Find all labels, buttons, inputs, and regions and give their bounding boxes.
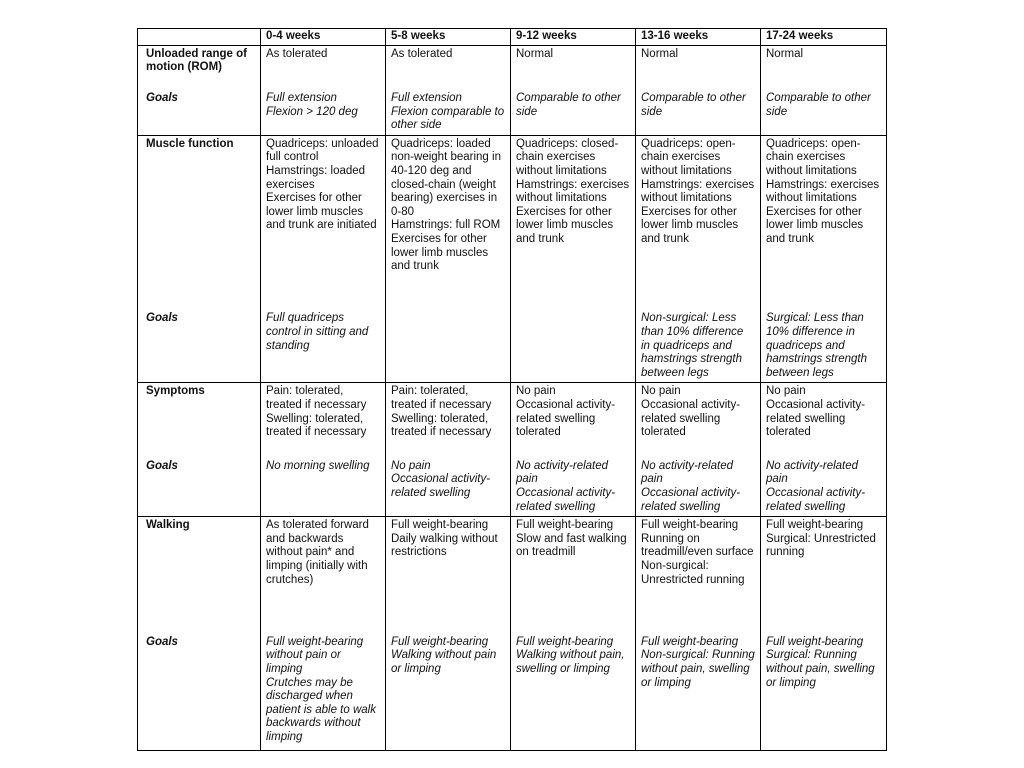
goals-muscle-function-col2	[511, 310, 636, 382]
goals-walking-col3	[636, 634, 761, 751]
cell-text: Walking without pain, swelling or limping	[516, 649, 625, 675]
cell-text: Walking	[146, 519, 190, 532]
cell-text: Full weight-bearing	[516, 635, 614, 648]
cell-text: Occasional activity-related swelling	[641, 487, 741, 513]
cell-text: No pain	[766, 385, 806, 398]
goals-walking-col4	[761, 634, 887, 751]
cell-text: Non-surgical: Unrestricted running	[641, 560, 745, 586]
cell-text: Exercises for other lower limb muscles and trunk	[516, 205, 614, 246]
cell-text: No activity-related pain	[516, 459, 609, 486]
goals-muscle-function-col1	[386, 310, 511, 382]
cell-rom-col2	[511, 45, 636, 90]
row-label-symptoms	[138, 383, 261, 458]
cell-rom-col3	[636, 45, 761, 90]
row-rom-goals	[138, 90, 887, 135]
goals-rom-col0	[261, 90, 386, 135]
goals-symptoms-col0	[261, 458, 386, 517]
cell-walking-col4	[761, 517, 887, 634]
goals-rom-col2	[511, 90, 636, 135]
cell-text: Non-surgical: Less than 10% difference in quadriceps and hamstrings strength between legs	[641, 312, 744, 379]
cell-text: Surgical: Less than 10% difference in quadriceps and hamstrings strength between legs	[766, 312, 867, 379]
cell-text: Crutches may be discharged when patient is able to walk backwards without limping	[266, 676, 376, 743]
cell-text: No morning swelling	[266, 459, 370, 472]
cell-text: Exercises for other lower limb muscles and trunk	[641, 205, 739, 246]
cell-text: Normal	[641, 47, 679, 60]
cell-symptoms-col3	[636, 383, 761, 458]
cell-muscle-function-col2	[511, 135, 636, 310]
cell-text: Occasional activity-related swelling	[516, 487, 616, 513]
cell-text: Hamstrings: exercises without limitations	[516, 178, 630, 205]
goals-label-muscle-function	[138, 310, 261, 382]
cell-text: No pain	[641, 385, 681, 398]
header-col-17-24-weeks: 17-24 weeks	[761, 29, 887, 46]
goals-label-symptoms	[138, 458, 261, 517]
cell-text: Occasional activity-related swelling tolerated	[766, 398, 866, 439]
cell-text: Goals	[146, 635, 178, 648]
header-corner-cell	[138, 29, 261, 46]
cell-text: As tolerated	[391, 47, 453, 60]
cell-text: Exercises for other lower limb muscles and trunk	[766, 205, 864, 246]
cell-text: Pain: tolerated, treated if necessary	[266, 385, 367, 411]
cell-text: Running on treadmill/even surface	[641, 532, 754, 559]
cell-walking-col3	[636, 517, 761, 634]
cell-text: Occasional activity-related swelling	[766, 487, 866, 513]
cell-text: Flexion > 120 deg	[266, 105, 358, 118]
cell-text: Goals	[146, 312, 178, 325]
goals-symptoms-col4	[761, 458, 887, 517]
row-walking-main	[138, 517, 887, 634]
goals-walking-col0	[261, 634, 386, 751]
cell-text: Swelling: tolerated, treated if necessary	[391, 412, 492, 439]
header-col-9-12-weeks: 9-12 weeks	[511, 29, 636, 46]
table-body	[138, 45, 887, 751]
cell-text: Full quadriceps control in sitting and standing	[266, 312, 369, 352]
row-label-muscle-function	[138, 135, 261, 310]
cell-text: Walking without pain or limping	[391, 649, 497, 675]
cell-rom-col1	[386, 45, 511, 90]
cell-text: Exercises for other lower limb muscles and trunk	[391, 233, 489, 273]
cell-rom-col0	[261, 45, 386, 90]
cell-text: Quadriceps: open-chain exercises without limitations	[766, 137, 861, 178]
cell-rom-col4	[761, 45, 887, 90]
cell-text: As tolerated forward and backwards without pain* and limping (initially with crutches)	[266, 519, 369, 586]
cell-text: Hamstrings: full ROM	[391, 219, 501, 232]
row-muscle-function-goals	[138, 310, 887, 382]
cell-text: Surgical: Running without pain, swelling or limping	[766, 649, 875, 689]
goals-label-rom	[138, 90, 261, 135]
goals-muscle-function-col4	[761, 310, 887, 382]
cell-muscle-function-col0	[261, 135, 386, 310]
cell-text: Full weight-bearing	[641, 519, 739, 532]
cell-text: Full weight-bearing	[516, 519, 614, 532]
cell-symptoms-col2	[511, 383, 636, 458]
cell-text: Occasional activity-related swelling tolerated	[641, 398, 741, 439]
cell-text: Goals	[146, 459, 178, 472]
cell-symptoms-col0	[261, 383, 386, 458]
cell-muscle-function-col4	[761, 135, 887, 310]
goals-rom-col1	[386, 90, 511, 135]
row-label-walking	[138, 517, 261, 634]
cell-text: Comparable to other side	[516, 92, 621, 118]
header-col-0-4-weeks: 0-4 weeks	[261, 29, 386, 46]
cell-text: Normal	[766, 47, 804, 60]
goals-symptoms-col1	[386, 458, 511, 517]
header-col-13-16-weeks: 13-16 weeks	[636, 29, 761, 46]
cell-text: Quadriceps: loaded non-weight bearing in 40-120 deg and closed-chain (weight bearing) exercises in 0-80	[391, 137, 501, 218]
goals-symptoms-col3	[636, 458, 761, 517]
cell-text: Swelling: tolerated, treated if necessary	[266, 412, 367, 439]
cell-text: Goals	[146, 92, 178, 105]
cell-text: Occasional activity-related swelling	[391, 473, 491, 500]
goals-walking-col1	[386, 634, 511, 751]
cell-text: Normal	[516, 47, 554, 60]
cell-text: Full weight-bearing	[391, 635, 489, 648]
cell-text: No activity-related pain	[641, 459, 734, 486]
row-symptoms-main	[138, 383, 887, 458]
cell-symptoms-col4	[761, 383, 887, 458]
cell-text: Full weight-bearing without pain or limping	[266, 635, 364, 675]
goals-symptoms-col2	[511, 458, 636, 517]
cell-symptoms-col1	[386, 383, 511, 458]
goals-muscle-function-col0	[261, 310, 386, 382]
cell-text: No pain	[391, 459, 431, 472]
cell-text: Symptoms	[146, 385, 205, 398]
row-symptoms-goals	[138, 458, 887, 517]
cell-text: Surgical: Unrestricted running	[766, 532, 876, 559]
goals-rom-col3	[636, 90, 761, 135]
cell-text: Hamstrings: loaded exercises	[266, 165, 366, 191]
cell-text: Comparable to other side	[766, 92, 871, 118]
goals-walking-col2	[511, 634, 636, 751]
header-row	[138, 29, 887, 46]
cell-text: No activity-related pain	[766, 459, 859, 486]
row-walking-goals	[138, 634, 887, 751]
cell-text: Comparable to other side	[641, 92, 746, 118]
cell-text: Pain: tolerated, treated if necessary	[391, 385, 492, 411]
row-label-rom	[138, 45, 261, 90]
cell-text: Unloaded range of motion (ROM)	[146, 47, 247, 74]
cell-text: Hamstrings: exercises without limitations	[766, 178, 880, 205]
cell-text: Non-surgical: Running without pain, swelling or limping	[641, 649, 755, 689]
goals-label-walking	[138, 634, 261, 751]
cell-text: Slow and fast walking on treadmill	[516, 532, 627, 559]
cell-text: Occasional activity-related swelling tolerated	[516, 398, 616, 439]
cell-text: Quadriceps: open-chain exercises without limitations	[641, 137, 736, 178]
row-rom-main	[138, 45, 887, 90]
row-muscle-function-main	[138, 135, 887, 310]
cell-walking-col1	[386, 517, 511, 634]
cell-text: Quadriceps: unloaded full control	[266, 137, 379, 164]
cell-walking-col2	[511, 517, 636, 634]
cell-text: Full weight-bearing	[766, 519, 864, 532]
cell-text: As tolerated	[266, 47, 328, 60]
cell-text: Full weight-bearing	[766, 635, 864, 648]
cell-text: Full extension	[391, 92, 462, 105]
cell-text: Daily walking without restrictions	[391, 532, 498, 559]
header-col-5-8-weeks: 5-8 weeks	[386, 29, 511, 46]
goals-muscle-function-col3	[636, 310, 761, 382]
goals-rom-col4	[761, 90, 887, 135]
cell-muscle-function-col3	[636, 135, 761, 310]
cell-text: Exercises for other lower limb muscles and trunk are initiated	[266, 192, 377, 232]
cell-text: Flexion comparable to other side	[391, 105, 505, 132]
rehab-protocol-table	[137, 28, 887, 751]
cell-text: Hamstrings: exercises without limitations	[641, 178, 755, 205]
cell-text: No pain	[516, 385, 556, 398]
cell-text: Quadriceps: closed-chain exercises without limitations	[516, 137, 619, 178]
cell-text: Full extension	[266, 92, 337, 105]
cell-text: Full weight-bearing	[391, 519, 489, 532]
cell-text: Full weight-bearing	[641, 635, 739, 648]
cell-walking-col0	[261, 517, 386, 634]
cell-muscle-function-col1	[386, 135, 511, 310]
cell-text: Muscle function	[146, 137, 234, 150]
